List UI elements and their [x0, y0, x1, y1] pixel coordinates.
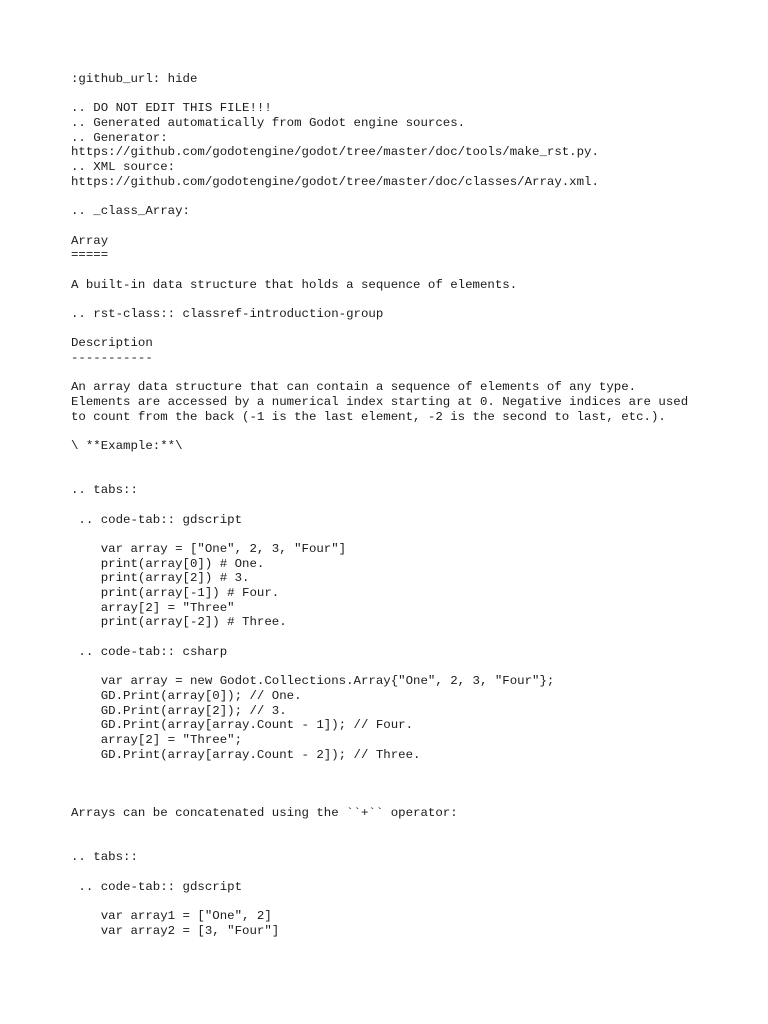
text-line: [71, 366, 761, 381]
text-line: =====: [71, 248, 109, 263]
text-line: [71, 865, 761, 880]
text-line: GD.Print(array[0]); // One.: [71, 688, 302, 703]
text-line: .. rst-class:: classref-introduction-group: [71, 307, 384, 321]
text-line: .. tabs::: [71, 850, 138, 865]
text-line: GD.Print(array[array.Count - 2]); // Three.: [71, 747, 421, 762]
text-line: https://github.com/godotengine/godot/tree/master/doc/classes/Array.xml.: [71, 174, 599, 189]
text-line: [71, 895, 761, 910]
text-line: .. Generated automatically from Godot engine sources.: [71, 116, 466, 131]
text-line: :github_url: hide: [71, 72, 198, 86]
text-line: [71, 792, 761, 807]
text-line: .. code-tab:: gdscript: [71, 879, 243, 894]
text-line: [71, 87, 761, 102]
text-line: Elements are accessed by a numerical index starting at 0. Negative indices are used: [71, 395, 689, 410]
text-line: GD.Print(array[2]); // 3.: [71, 703, 287, 718]
text-line: print(array[2]) # 3.: [71, 571, 250, 586]
text-line: array[2] = "Three": [71, 600, 235, 615]
text-line: Arrays can be concatenated using the ``+`` operator:: [71, 806, 458, 821]
text-line: [71, 469, 761, 484]
text-line: Array: [71, 233, 109, 248]
text-line: A built-in data structure that holds a sequence of elements.: [71, 277, 518, 292]
text-line: [71, 498, 761, 513]
text-line: var array = new Godot.Collections.Array{"One", 2, 3, "Four"};: [71, 674, 555, 689]
text-line: An array data structure that can contain a sequence of elements of any type.: [71, 380, 637, 395]
text-line: var array2 = [3, "Four"]: [71, 923, 280, 938]
text-line: .. _class_Array:: [71, 204, 190, 219]
text-line: -----------: [71, 351, 153, 366]
text-line: [71, 219, 761, 234]
text-line: [71, 762, 761, 777]
text-line: [71, 425, 761, 440]
text-line: print(array[-1]) # Four.: [71, 586, 280, 601]
text-line: [71, 660, 761, 675]
text-line: Description: [71, 336, 153, 351]
text-line: [71, 263, 761, 278]
text-line: var array1 = ["One", 2]: [71, 909, 272, 924]
document-page: [71, 72, 761, 939]
text-line: [71, 292, 761, 307]
text-line: print(array[-2]) # Three.: [71, 615, 287, 630]
text-line: [71, 454, 761, 469]
text-line: .. XML source:: [71, 160, 176, 175]
text-line: [71, 322, 761, 337]
text-line: .. code-tab:: gdscript: [71, 512, 243, 527]
text-line: .. tabs::: [71, 483, 138, 498]
text-line: print(array[0]) # One.: [71, 556, 265, 571]
text-line: [71, 821, 761, 836]
text-line: [71, 777, 761, 792]
text-line: [71, 190, 761, 205]
text-line: [71, 630, 761, 645]
text-line: .. Generator:: [71, 130, 168, 145]
text-line: [71, 836, 761, 851]
text-line: .. code-tab:: csharp: [71, 644, 228, 659]
text-line: .. DO NOT EDIT THIS FILE!!!: [71, 101, 272, 116]
text-line: array[2] = "Three";: [71, 732, 243, 747]
text-line: GD.Print(array[array.Count - 1]); // Four.: [71, 718, 414, 733]
text-line: \ **Example:**\: [71, 439, 190, 454]
text-line: var array = ["One", 2, 3, "Four"]: [71, 542, 347, 556]
text-line: to count from the back (-1 is the last element, -2 is the second to last, etc.).: [71, 409, 666, 424]
text-line: https://github.com/godotengine/godot/tree/master/doc/tools/make_rst.py.: [71, 145, 599, 160]
text-line: [71, 527, 761, 542]
